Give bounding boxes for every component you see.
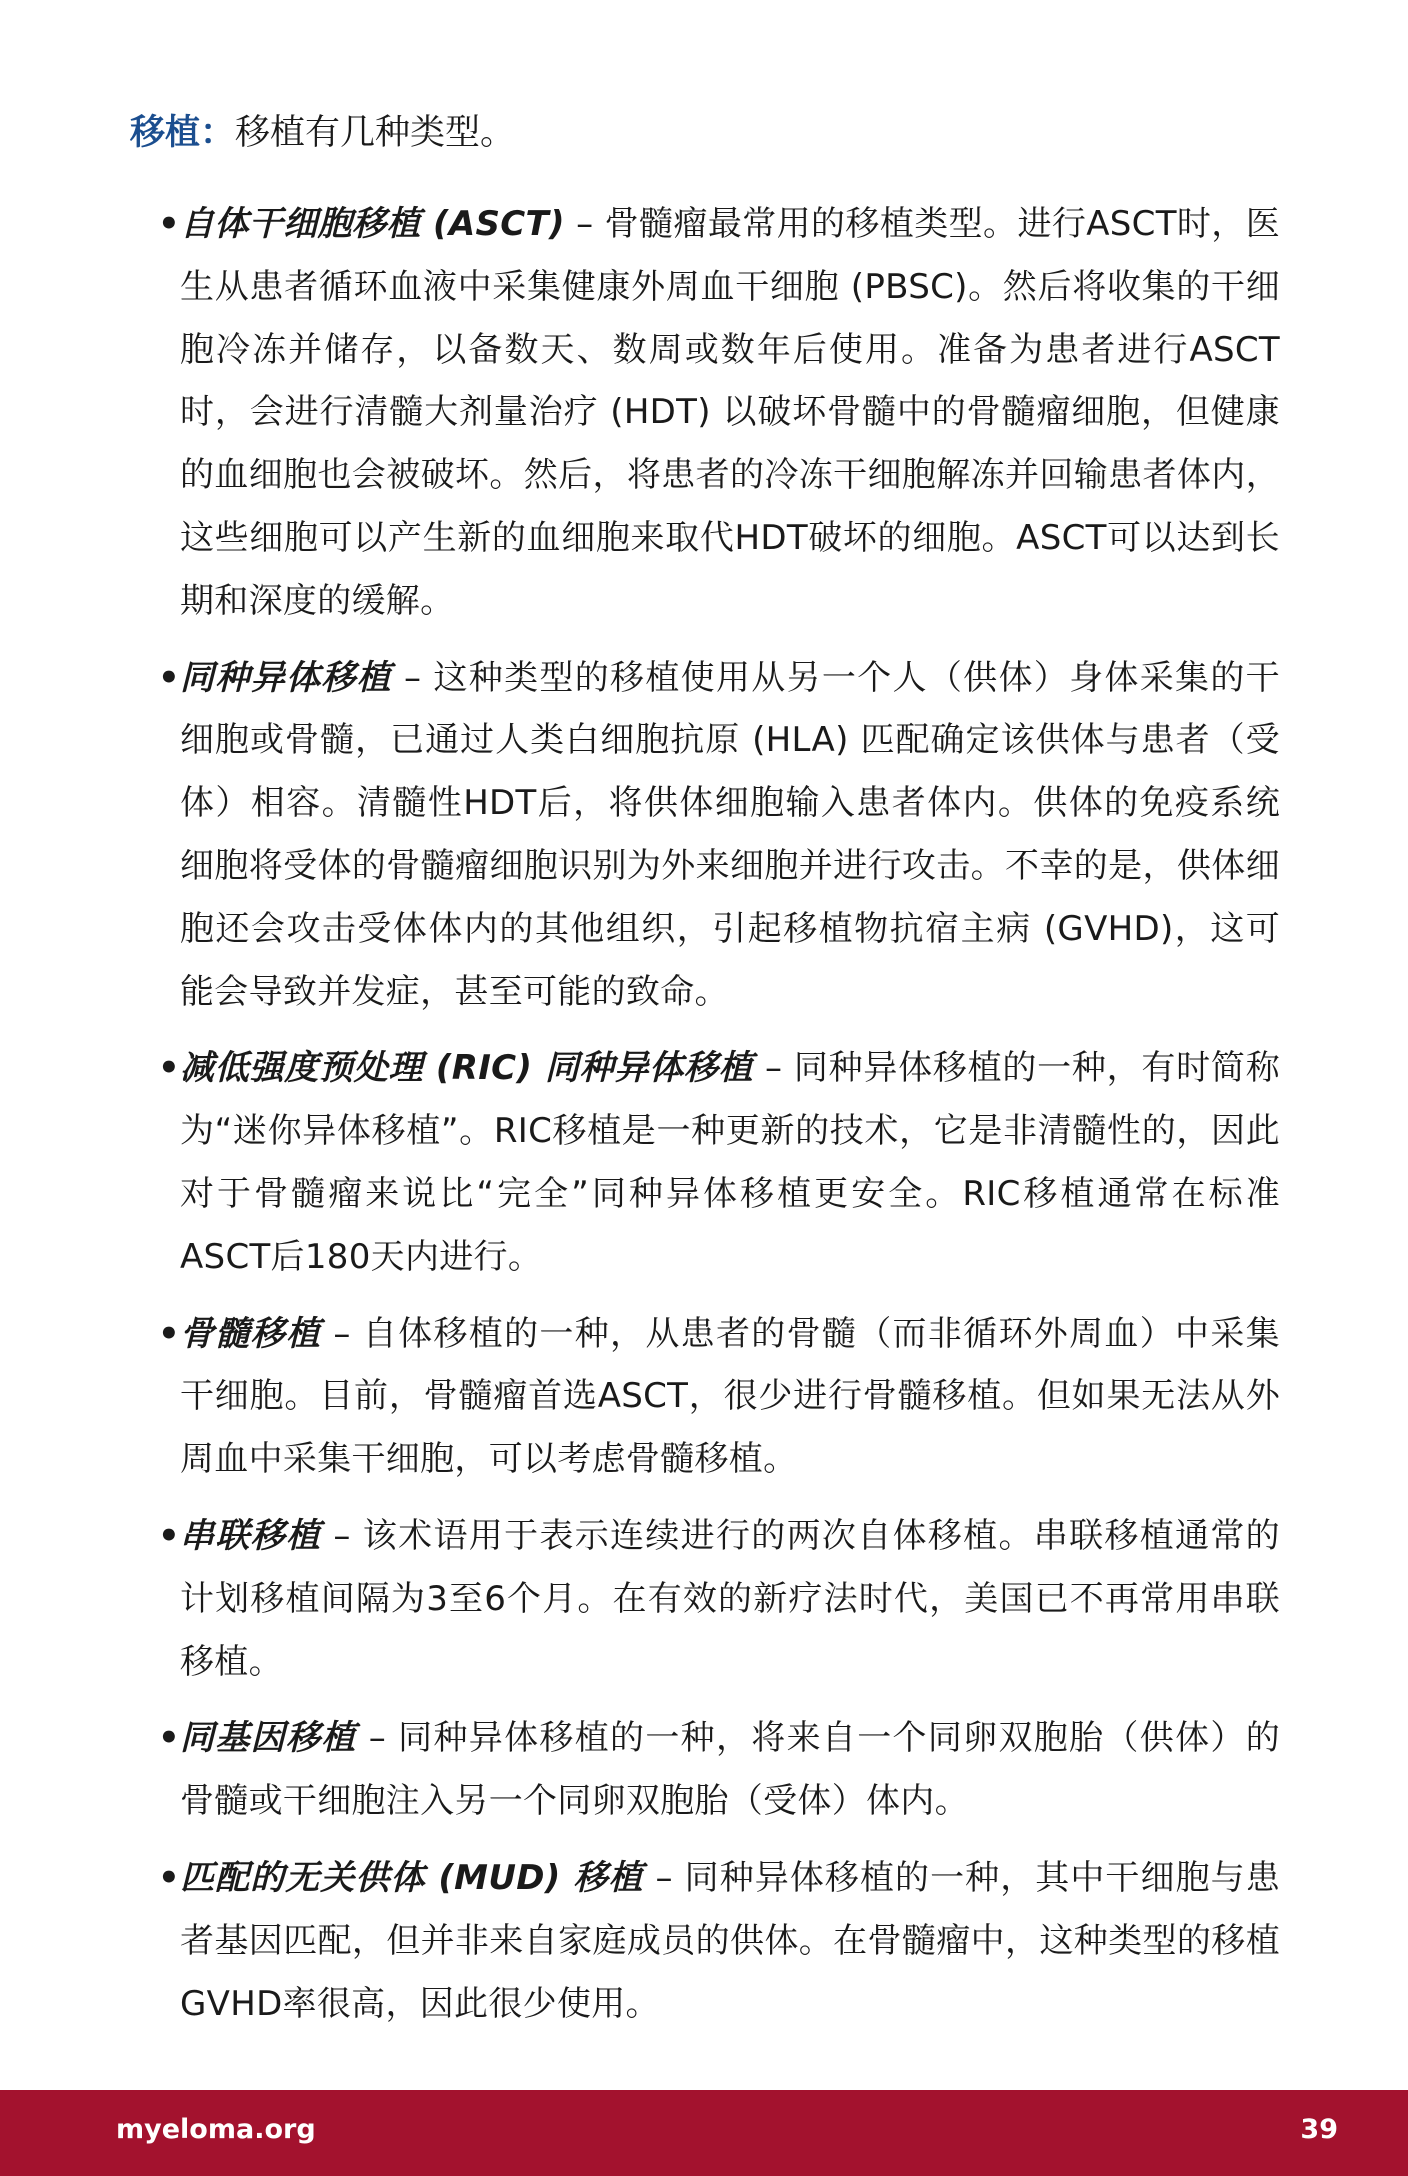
item-text: – 骨髓瘤最常用的移植类型。进行ASCT时，医生从患者循环血液中采集健康外周血干细胞 (PBSC)。然后将收集的干细胞冷冻并储存，以备数天、数周或数年后使用。准备为患者进行ASCT时，会进行清髓大剂量治疗 (HDT) 以破坏骨髓中的骨髓瘤细胞，但健康的血细胞也会被破坏。然后，将患者的冷冻干细胞解冻并回输患者体内，这些细胞可以产生新的血细胞来取代HDT破坏的细胞。ASCT可以达到长期和深度的缓解。: [180, 204, 1281, 621]
item-term: 同基因移植: [180, 1718, 357, 1759]
bullet-icon: •: [158, 1515, 181, 1556]
intro-term: 移植：: [130, 113, 236, 153]
list-item-syngeneic: [158, 1707, 1280, 1833]
list-item-tandem: [158, 1505, 1280, 1693]
transplant-types-list: [0, 193, 1408, 2049]
item-term: 串联移植: [180, 1515, 322, 1556]
list-item-mud: [158, 1847, 1280, 2035]
list-item-bone-marrow: [158, 1303, 1280, 1491]
item-term: 匹配的无关供体 (MUD) 移植: [180, 1857, 644, 1898]
bullet-icon: •: [158, 204, 181, 244]
list-item-allogeneic: [158, 647, 1280, 1024]
bullet-icon: •: [158, 1313, 181, 1354]
bullet-icon: •: [158, 1048, 181, 1089]
list-item-asct: [158, 193, 1281, 633]
item-term: 同种异体移植: [180, 657, 392, 698]
bullet-icon: •: [158, 1718, 181, 1759]
bullet-icon: •: [158, 657, 181, 698]
item-text: – 自体移植的一种，从患者的骨髓（而非循环外周血）中采集干细胞。目前，骨髓瘤首选ASCT，很少进行骨髓移植。但如果无法从外周血中采集干细胞，可以考虑骨髓移植。: [180, 1313, 1280, 1480]
item-text: – 这种类型的移植使用从另一个人（供体）身体采集的干细胞或骨髓，已通过人类白细胞抗原 (HLA) 匹配确定该供体与患者（受体）相容。清髓性HDT后，将供体细胞输入患者体内。供体的免疫系统细胞将受体的骨髓瘤细胞识别为外来细胞并进行攻击。不幸的是，供体细胞还会攻击受体体内的其他组织，引起移植物抗宿主病 (GVHD)，这可能会导致并发症，甚至可能的致命。: [180, 657, 1280, 1012]
item-term: 减低强度预处理 (RIC) 同种异体移植: [180, 1048, 754, 1089]
item-term: 自体干细胞移植 (ASCT): [180, 204, 565, 244]
bullet-icon: •: [158, 1857, 181, 1898]
page-number: 39: [1300, 2114, 1338, 2145]
intro-paragraph: [130, 106, 1280, 160]
item-text: – 该术语用于表示连续进行的两次自体移植。串联移植通常的计划移植间隔为3至6个月。在有效的新疗法时代，美国已不再常用串联移植。: [180, 1515, 1280, 1682]
item-text: – 同种异体移植的一种，有时简称为“迷你异体移植”。RIC移植是一种更新的技术，它是非清髓性的，因此对于骨髓瘤来说比“完全”同种异体移植更安全。RIC移植通常在标准ASCT后180天内进行。: [180, 1048, 1280, 1277]
list-item-ric: [158, 1037, 1280, 1288]
footer-site-link[interactable]: myeloma.org: [116, 2114, 316, 2145]
page-footer: [0, 2090, 1408, 2176]
item-text: – 同种异体移植的一种，将来自一个同卵双胞胎（供体）的骨髓或干细胞注入另一个同卵双胞胎（受体）体内。: [180, 1718, 1280, 1822]
intro-text: 移植有几种类型。: [235, 113, 516, 153]
item-term: 骨髓移植: [180, 1313, 322, 1354]
item-text: – 同种异体移植的一种，其中干细胞与患者基因匹配，但并非来自家庭成员的供体。在骨髓瘤中，这种类型的移植GVHD率很高，因此很少使用。: [180, 1857, 1280, 2024]
